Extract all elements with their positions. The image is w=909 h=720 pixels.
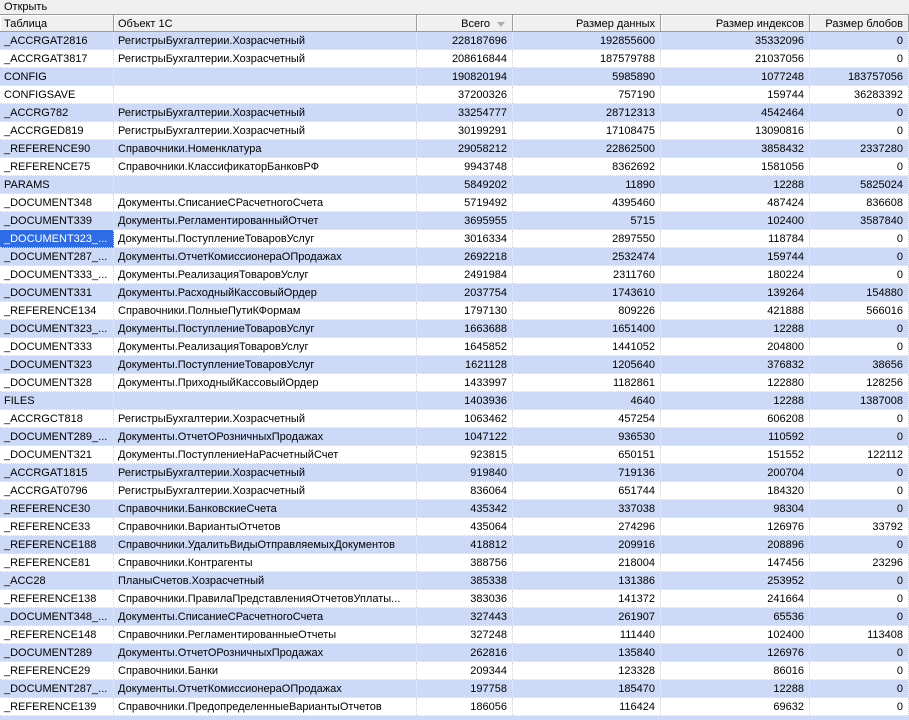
cell-index-size[interactable]: 184320	[661, 482, 810, 500]
cell-index-size[interactable]: 12288	[661, 320, 810, 338]
cell-data-size[interactable]: 650151	[513, 446, 661, 464]
cell-table[interactable]: _ACC28	[0, 572, 114, 590]
cell-total[interactable]: 209344	[417, 662, 513, 680]
cell-index-size[interactable]: 151552	[661, 446, 810, 464]
cell-object[interactable]	[114, 68, 417, 86]
cell-object[interactable]: РегистрыБухгалтерии.Хозрасчетный	[114, 104, 417, 122]
cell-blob-size[interactable]: 1387008	[810, 392, 909, 410]
cell-index-size[interactable]: 65536	[661, 608, 810, 626]
cell-data-size[interactable]: 218004	[513, 554, 661, 572]
cell-index-size[interactable]: 13090816	[661, 122, 810, 140]
cell-total[interactable]: 2037754	[417, 284, 513, 302]
cell-blob-size[interactable]: 0	[810, 410, 909, 428]
cell-object[interactable]: Справочники.ПредопределенныеВариантыОтчетов	[114, 698, 417, 716]
table-row	[0, 410, 909, 428]
cell-total[interactable]: 3695955	[417, 212, 513, 230]
cell-total[interactable]: 1663688	[417, 320, 513, 338]
cell-table[interactable]: _DOCUMENT321	[0, 446, 114, 464]
cell-data-size[interactable]: 4640	[513, 392, 661, 410]
cell-table[interactable]: _DOCUMENT287_...	[0, 248, 114, 266]
cell-index-size[interactable]: 126976	[661, 644, 810, 662]
column-header-label: Размер блобов	[825, 17, 903, 30]
cell-object[interactable]: Справочники.БанковскиеСчета	[114, 500, 417, 518]
table-row	[0, 500, 909, 518]
cell-object[interactable]: Документы.ПоступлениеНаРасчетныйСчет	[114, 446, 417, 464]
cell-index-size[interactable]: 147456	[661, 554, 810, 572]
cell-table[interactable]: _DOCUMENT348	[0, 194, 114, 212]
cell-total[interactable]: 1063462	[417, 410, 513, 428]
cell-object[interactable]	[114, 392, 417, 410]
table-row	[0, 338, 909, 356]
table-row	[0, 518, 909, 536]
cell-data-size[interactable]: 5985890	[513, 68, 661, 86]
cell-index-size[interactable]: 421888	[661, 302, 810, 320]
cell-total[interactable]: 327443	[417, 608, 513, 626]
table-body	[0, 32, 909, 720]
cell-table[interactable]: _REFERENCE30	[0, 500, 114, 518]
cell-data-size[interactable]: 1205640	[513, 356, 661, 374]
cell-table[interactable]: _DOCUMENT333_...	[0, 266, 114, 284]
cell-index-size[interactable]: 139264	[661, 284, 810, 302]
cell-data-size[interactable]: 135840	[513, 644, 661, 662]
cell-total[interactable]: 2692218	[417, 248, 513, 266]
cell-total[interactable]: 262816	[417, 644, 513, 662]
cell-table[interactable]: _REFERENCE81	[0, 554, 114, 572]
table-row	[0, 662, 909, 680]
cell-blob-size[interactable]: 836608	[810, 194, 909, 212]
cell-blob-size[interactable]: 38656	[810, 356, 909, 374]
cell-blob-size[interactable]: 0	[810, 248, 909, 266]
cell-total[interactable]: 208616844	[417, 50, 513, 68]
cell-table[interactable]: _REFERENCE134	[0, 302, 114, 320]
cell-blob-size[interactable]: 0	[810, 698, 909, 716]
cell-blob-size[interactable]: 36283392	[810, 86, 909, 104]
cell-index-size[interactable]: 208896	[661, 536, 810, 554]
cell-table[interactable]: _DOCUMENT339	[0, 212, 114, 230]
cell-total[interactable]: 1621128	[417, 356, 513, 374]
cell-index-size[interactable]: 86016	[661, 662, 810, 680]
column-header-table[interactable]	[0, 15, 114, 32]
cell-table[interactable]: _REFERENCE188	[0, 536, 114, 554]
table-row	[0, 158, 909, 176]
cell-table[interactable]: _ACCRGAT3817	[0, 50, 114, 68]
cell-total[interactable]: 9943748	[417, 158, 513, 176]
cell-blob-size[interactable]: 0	[810, 230, 909, 248]
cell-data-size[interactable]: 141372	[513, 590, 661, 608]
cell-data-size[interactable]: 185470	[513, 680, 661, 698]
cell-blob-size[interactable]: 0	[810, 590, 909, 608]
cell-total[interactable]: 919840	[417, 464, 513, 482]
column-header-label: Таблица	[4, 17, 48, 30]
cell-object[interactable]: Справочники.УдалитьВидыОтправляемыхДокументов	[114, 536, 417, 554]
cell-object[interactable]: Документы.РеализацияТоваровУслуг	[114, 266, 417, 284]
cell-blob-size[interactable]: 113408	[810, 626, 909, 644]
cell-blob-size[interactable]: 0	[810, 500, 909, 518]
cell-object[interactable]: Документы.ПоступлениеТоваровУслуг	[114, 230, 417, 248]
cell-blob-size[interactable]: 154880	[810, 284, 909, 302]
column-header-label: Объект 1С	[118, 17, 173, 30]
cell-blob-size[interactable]: 566016	[810, 302, 909, 320]
cell-object[interactable]: Справочники.Контрагенты	[114, 554, 417, 572]
cell-data-size[interactable]: 4395460	[513, 194, 661, 212]
cell-blob-size[interactable]: 122112	[810, 446, 909, 464]
cell-data-size[interactable]: 28712313	[513, 104, 661, 122]
cell-object[interactable]: Документы.ОтчетОРозничныхПродажах	[114, 644, 417, 662]
column-header-label: Размер индексов	[715, 17, 804, 30]
cell-blob-size[interactable]: 2337280	[810, 140, 909, 158]
cell-total[interactable]: 197758	[417, 680, 513, 698]
cell-index-size[interactable]: 159744	[661, 248, 810, 266]
cell-total[interactable]: 836064	[417, 482, 513, 500]
cell-object[interactable]: РегистрыБухгалтерии.Хозрасчетный	[114, 464, 417, 482]
cell-total[interactable]: 1403936	[417, 392, 513, 410]
cell-total[interactable]: 33254777	[417, 104, 513, 122]
column-header-total[interactable]	[417, 15, 513, 32]
table-row	[0, 356, 909, 374]
cell-total[interactable]: 388756	[417, 554, 513, 572]
cell-index-size[interactable]: 12288	[661, 392, 810, 410]
cell-index-size[interactable]: 102400	[661, 212, 810, 230]
cell-table[interactable]: _DOCUMENT289	[0, 644, 114, 662]
cell-total[interactable]: 29058212	[417, 140, 513, 158]
cell-total[interactable]: 383036	[417, 590, 513, 608]
table-row	[0, 248, 909, 266]
cell-table[interactable]: _ACCRGCT818	[0, 410, 114, 428]
table-row	[0, 284, 909, 302]
cell-blob-size[interactable]: 0	[810, 608, 909, 626]
cell-data-size[interactable]: 111440	[513, 626, 661, 644]
cell-object[interactable]: РегистрыБухгалтерии.Хозрасчетный	[114, 482, 417, 500]
cell-blob-size[interactable]: 128256	[810, 374, 909, 392]
cell-object[interactable]: Документы.ОтчетКомиссионераОПродажах	[114, 248, 417, 266]
cell-object[interactable]: РегистрыБухгалтерии.Хозрасчетный	[114, 122, 417, 140]
cell-total[interactable]: 1047122	[417, 428, 513, 446]
cell-total[interactable]: 37200326	[417, 86, 513, 104]
cell-data-size[interactable]: 1743610	[513, 284, 661, 302]
selected-cell[interactable]: _DOCUMENT323_...	[0, 230, 114, 248]
column-header-index-size[interactable]	[661, 15, 810, 32]
cell-total[interactable]: 435342	[417, 500, 513, 518]
cell-table[interactable]: _DOCUMENT328	[0, 374, 114, 392]
cell-table[interactable]: _REFERENCE138	[0, 590, 114, 608]
column-header-object[interactable]	[114, 15, 417, 32]
cell-index-size[interactable]: 35332096	[661, 32, 810, 50]
cell-total[interactable]: 190820194	[417, 68, 513, 86]
cell-data-size[interactable]: 123328	[513, 662, 661, 680]
cell-data-size[interactable]: 261907	[513, 608, 661, 626]
menu-open[interactable]: Открыть	[4, 1, 48, 13]
cell-table[interactable]: _DOCUMENT333	[0, 338, 114, 356]
cell-data-size[interactable]: 17108475	[513, 122, 661, 140]
cell-data-size[interactable]: 11890	[513, 176, 661, 194]
table-row	[0, 446, 909, 464]
cell-table[interactable]: _DOCUMENT348_...	[0, 608, 114, 626]
cell-table[interactable]: _REFERENCE33	[0, 518, 114, 536]
cell-blob-size[interactable]: 0	[810, 536, 909, 554]
cell-object[interactable]: Справочники.Номенклатура	[114, 140, 417, 158]
table-row	[0, 122, 909, 140]
cell-blob-size[interactable]: 0	[810, 644, 909, 662]
cell-object[interactable]: Документы.ПриходныйКассовыйОрдер	[114, 374, 417, 392]
cell-index-size[interactable]: 200704	[661, 464, 810, 482]
cell-table[interactable]: _DOCUMENT323_...	[0, 320, 114, 338]
cell-index-size[interactable]: 376832	[661, 356, 810, 374]
cell-index-size[interactable]: 204800	[661, 338, 810, 356]
table-header	[0, 15, 909, 32]
cell-data-size[interactable]: 1441052	[513, 338, 661, 356]
cell-blob-size[interactable]: 23296	[810, 554, 909, 572]
cell-object[interactable]: Документы.ПоступлениеТоваровУслуг	[114, 320, 417, 338]
cell-table[interactable]: _DOCUMENT331	[0, 284, 114, 302]
table-row	[0, 482, 909, 500]
cell-table[interactable]: _ACCRGED819	[0, 122, 114, 140]
table-row	[0, 608, 909, 626]
cell-blob-size[interactable]: 0	[810, 338, 909, 356]
table-row	[0, 392, 909, 410]
cell-total[interactable]: 1433997	[417, 374, 513, 392]
cell-object[interactable]: РегистрыБухгалтерии.Хозрасчетный	[114, 32, 417, 50]
cell-data-size[interactable]: 337038	[513, 500, 661, 518]
cell-data-size[interactable]: 1182861	[513, 374, 661, 392]
cell-data-size[interactable]: 187579788	[513, 50, 661, 68]
cell-object[interactable]	[114, 176, 417, 194]
cell-table[interactable]: _DOCUMENT323	[0, 356, 114, 374]
cell-data-size[interactable]: 5715	[513, 212, 661, 230]
cell-table[interactable]: _REFERENCE29	[0, 662, 114, 680]
cell-index-size[interactable]: 606208	[661, 410, 810, 428]
cell-total[interactable]: 923815	[417, 446, 513, 464]
tables-grid	[0, 15, 909, 720]
cell-blob-size[interactable]: 0	[810, 662, 909, 680]
cell-table[interactable]: _ACCRGAT2816	[0, 32, 114, 50]
cell-total[interactable]: 1645852	[417, 338, 513, 356]
table-row	[0, 50, 909, 68]
column-header-data-size[interactable]	[513, 15, 661, 32]
cell-blob-size[interactable]: 3587840	[810, 212, 909, 230]
cell-object[interactable]	[114, 86, 417, 104]
table-row	[0, 140, 909, 158]
cell-total[interactable]: 2491984	[417, 266, 513, 284]
cell-table[interactable]: _REFERENCE90	[0, 140, 114, 158]
column-header-label: Размер данных	[576, 17, 655, 30]
cell-total[interactable]: 30199291	[417, 122, 513, 140]
cell-index-size[interactable]: 122880	[661, 374, 810, 392]
cell-index-size[interactable]: 180224	[661, 266, 810, 284]
cell-blob-size[interactable]: 0	[810, 50, 909, 68]
cell-data-size[interactable]: 457254	[513, 410, 661, 428]
table-row	[0, 86, 909, 104]
cell-object[interactable]: Справочники.ПолныеПутиКФормам	[114, 302, 417, 320]
cell-table[interactable]: FILES	[0, 392, 114, 410]
cell-total[interactable]: 418812	[417, 536, 513, 554]
cell-table[interactable]: _REFERENCE139	[0, 698, 114, 716]
cell-object[interactable]: Документы.РасходныйКассовыйОрдер	[114, 284, 417, 302]
table-row	[0, 554, 909, 572]
cell-total[interactable]: 385338	[417, 572, 513, 590]
cell-data-size[interactable]: 1651400	[513, 320, 661, 338]
cell-data-size[interactable]: 209916	[513, 536, 661, 554]
cell-data-size[interactable]: 116424	[513, 698, 661, 716]
cell-object[interactable]: Документы.СписаниеСРасчетногоСчета	[114, 608, 417, 626]
cell-data-size[interactable]: 809226	[513, 302, 661, 320]
cell-object[interactable]: РегистрыБухгалтерии.Хозрасчетный	[114, 410, 417, 428]
column-header-label: Всего	[461, 17, 490, 30]
cell-index-size[interactable]: 69632	[661, 698, 810, 716]
cell-total[interactable]: 3016334	[417, 230, 513, 248]
cell-table[interactable]: CONFIG	[0, 68, 114, 86]
cell-data-size[interactable]: 22862500	[513, 140, 661, 158]
cell-blob-size[interactable]: 0	[810, 122, 909, 140]
cell-data-size[interactable]: 719136	[513, 464, 661, 482]
table-row	[0, 626, 909, 644]
cell-blob-size[interactable]: 0	[810, 464, 909, 482]
cell-total[interactable]: 435064	[417, 518, 513, 536]
table-row	[0, 104, 909, 122]
table-row	[0, 302, 909, 320]
cell-blob-size[interactable]: 0	[810, 428, 909, 446]
cell-index-size[interactable]: 253952	[661, 572, 810, 590]
table-row	[0, 428, 909, 446]
cell-index-size[interactable]: 110592	[661, 428, 810, 446]
cell-blob-size[interactable]: 0	[810, 104, 909, 122]
cell-total[interactable]: 228187696	[417, 32, 513, 50]
cell-blob-size[interactable]: 5825024	[810, 176, 909, 194]
cell-object[interactable]: Документы.ОтчетОРозничныхПродажах	[114, 428, 417, 446]
cell-table[interactable]: _ACCRGAT0796	[0, 482, 114, 500]
cell-table[interactable]: _REFERENCE75	[0, 158, 114, 176]
cell-blob-size[interactable]: 0	[810, 680, 909, 698]
cell-index-size[interactable]: 118784	[661, 230, 810, 248]
cell-object[interactable]: Справочники.КлассификаторБанковРФ	[114, 158, 417, 176]
cell-table[interactable]: CONFIGSAVE	[0, 86, 114, 104]
table-row	[0, 374, 909, 392]
table-row	[0, 176, 909, 194]
cell-blob-size[interactable]: 0	[810, 572, 909, 590]
cell-blob-size[interactable]: 0	[810, 320, 909, 338]
cell-index-size[interactable]: 159744	[661, 86, 810, 104]
table-row	[0, 680, 909, 698]
table-row	[0, 320, 909, 338]
cell-table[interactable]: _DOCUMENT287_...	[0, 680, 114, 698]
cell-table[interactable]: _ACCRGAT1815	[0, 464, 114, 482]
cell-total[interactable]: 1797130	[417, 302, 513, 320]
cell-index-size[interactable]: 1077248	[661, 68, 810, 86]
cell-blob-size[interactable]: 183757056	[810, 68, 909, 86]
table-row	[0, 68, 909, 86]
menu-bar	[0, 0, 909, 15]
cell-index-size[interactable]: 126976	[661, 518, 810, 536]
cell-index-size[interactable]: 98304	[661, 500, 810, 518]
table-row	[0, 644, 909, 662]
cell-data-size[interactable]: 8362692	[513, 158, 661, 176]
cell-index-size[interactable]: 12288	[661, 176, 810, 194]
cell-total[interactable]: 327248	[417, 626, 513, 644]
cell-table[interactable]: _ACCRG782	[0, 104, 114, 122]
cell-data-size[interactable]: 192855600	[513, 32, 661, 50]
cell-object[interactable]: Документы.СписаниеСРасчетногоСчета	[114, 194, 417, 212]
cell-blob-size[interactable]: 0	[810, 32, 909, 50]
cell-object[interactable]: Документы.РеализацияТоваровУслуг	[114, 338, 417, 356]
cell-index-size[interactable]: 487424	[661, 194, 810, 212]
table-row	[0, 212, 909, 230]
cell-table[interactable]: _DOCUMENT289_...	[0, 428, 114, 446]
cell-object[interactable]: Документы.РегламентированныйОтчет	[114, 212, 417, 230]
cell-index-size[interactable]: 3858432	[661, 140, 810, 158]
cell-data-size[interactable]: 2311760	[513, 266, 661, 284]
cell-object[interactable]: ПланыСчетов.Хозрасчетный	[114, 572, 417, 590]
table-row	[0, 698, 909, 716]
cell-data-size[interactable]: 274296	[513, 518, 661, 536]
cell-total[interactable]: 5719492	[417, 194, 513, 212]
table-row	[0, 32, 909, 50]
sort-desc-icon	[497, 22, 505, 27]
cell-total[interactable]: 5849202	[417, 176, 513, 194]
cell-index-size[interactable]: 12288	[661, 680, 810, 698]
table-row	[0, 194, 909, 212]
table-row	[0, 590, 909, 608]
table-row	[0, 230, 909, 248]
cell-index-size[interactable]: 102400	[661, 626, 810, 644]
table-row	[0, 536, 909, 554]
cell-object[interactable]: Документы.ОтчетКомиссионераОПродажах	[114, 680, 417, 698]
table-row	[0, 572, 909, 590]
cell-data-size[interactable]: 757190	[513, 86, 661, 104]
cell-object[interactable]: Справочники.РегламентированныеОтчеты	[114, 626, 417, 644]
cell-object[interactable]: Справочники.Банки	[114, 662, 417, 680]
cell-blob-size[interactable]: 0	[810, 482, 909, 500]
cell-data-size[interactable]: 2897550	[513, 230, 661, 248]
cell-data-size[interactable]: 936530	[513, 428, 661, 446]
table-row	[0, 266, 909, 284]
partial-row-sliver	[0, 716, 909, 720]
cell-data-size[interactable]: 2532474	[513, 248, 661, 266]
cell-object[interactable]: Справочники.ВариантыОтчетов	[114, 518, 417, 536]
cell-data-size[interactable]: 651744	[513, 482, 661, 500]
cell-index-size[interactable]: 4542464	[661, 104, 810, 122]
cell-table[interactable]: PARAMS	[0, 176, 114, 194]
cell-object[interactable]: Документы.ПоступлениеТоваровУслуг	[114, 356, 417, 374]
cell-index-size[interactable]: 1581056	[661, 158, 810, 176]
cell-total[interactable]: 186056	[417, 698, 513, 716]
cell-object[interactable]: РегистрыБухгалтерии.Хозрасчетный	[114, 50, 417, 68]
cell-table[interactable]: _REFERENCE148	[0, 626, 114, 644]
cell-blob-size[interactable]: 0	[810, 158, 909, 176]
column-header-blob-size[interactable]	[810, 15, 909, 32]
cell-data-size[interactable]: 131386	[513, 572, 661, 590]
cell-index-size[interactable]: 241664	[661, 590, 810, 608]
table-row	[0, 464, 909, 482]
cell-blob-size[interactable]: 0	[810, 266, 909, 284]
cell-index-size[interactable]: 21037056	[661, 50, 810, 68]
cell-blob-size[interactable]: 33792	[810, 518, 909, 536]
cell-object[interactable]: Справочники.ПравилаПредставленияОтчетовУплаты...	[114, 590, 417, 608]
